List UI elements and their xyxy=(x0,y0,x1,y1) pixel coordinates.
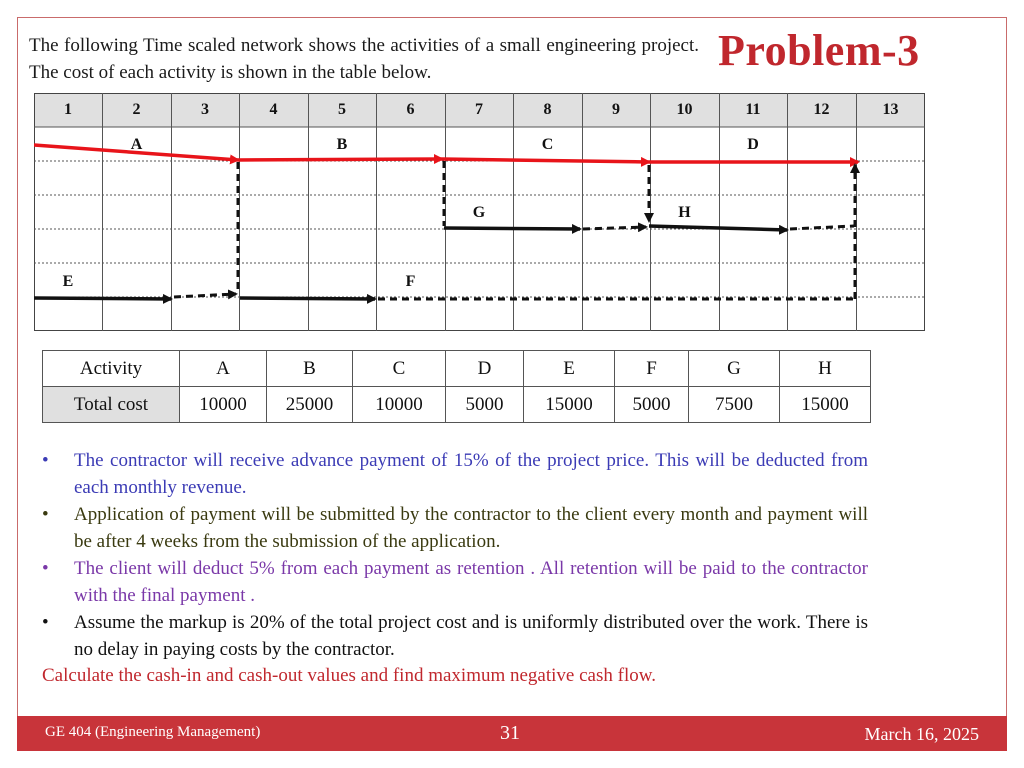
activity-arrow-e xyxy=(34,298,171,299)
activity-arrow-c xyxy=(442,159,649,162)
time-scaled-network xyxy=(34,93,925,331)
cost-value: 15000 xyxy=(780,387,871,423)
activity-label-e: E xyxy=(62,273,74,290)
activity-arrow-h xyxy=(649,226,787,230)
assumption-list xyxy=(42,447,868,663)
month-label: 3 xyxy=(201,101,209,118)
cost-table-activity: H xyxy=(780,351,871,387)
cost-table-activity: C xyxy=(353,351,446,387)
bullet-dot-icon: • xyxy=(42,612,49,633)
slide-title: Problem-3 xyxy=(718,26,920,75)
activity-label-c: C xyxy=(541,136,554,153)
cost-table-activity: A xyxy=(180,351,267,387)
bullet-text: The contractor will receive advance payment of 15% of the project price. This will be deducted from each monthly revenue. xyxy=(74,450,868,498)
bullet-dot-icon: • xyxy=(42,504,49,525)
month-label: 2 xyxy=(132,101,141,118)
activity-label-h: H xyxy=(678,204,691,221)
bullet-item xyxy=(42,447,868,501)
month-label: 9 xyxy=(612,101,620,118)
intro-text: The following Time scaled network shows the activities of a small engineering project. The cost of each activity is shown in the table below. xyxy=(29,35,699,83)
bullet-dot-icon: • xyxy=(42,558,49,579)
cost-table xyxy=(42,350,871,423)
cost-value: 5000 xyxy=(615,387,689,423)
cost-table-header-row xyxy=(43,351,871,387)
month-label: 8 xyxy=(543,101,552,118)
activity-label-d: D xyxy=(747,136,759,153)
activity-arrow-f xyxy=(240,298,375,299)
task-statement: Calculate the cash-in and cash-out values and find maximum negative cash flow. xyxy=(42,665,656,686)
bullet-dot-icon: • xyxy=(42,450,49,471)
month-label: 10 xyxy=(676,101,693,118)
cost-table-activity: B xyxy=(267,351,353,387)
cost-table-activity: D xyxy=(446,351,524,387)
cost-table-activity: G xyxy=(689,351,780,387)
cost-table-header-label: Activity xyxy=(43,351,180,387)
month-label: 5 xyxy=(338,101,346,118)
cost-value: 10000 xyxy=(180,387,267,423)
month-label: 11 xyxy=(745,101,761,118)
footer-course: GE 404 (Engineering Management) xyxy=(45,724,261,740)
month-label: 1 xyxy=(64,101,72,118)
bullet-item xyxy=(42,555,868,609)
activity-arrow-b xyxy=(238,159,442,160)
cost-table-cost-row xyxy=(43,387,871,423)
footer-date: March 16, 2025 xyxy=(864,724,979,744)
month-label: 4 xyxy=(269,101,278,118)
bullet-text: The client will deduct 5% from each payment as retention . All retention will be paid to the contractor with the final payment . xyxy=(74,558,868,606)
bullet-text: Application of payment will be submitted by the contractor to the client every month and payment will be after 4 weeks from the submission of the application. xyxy=(74,504,868,552)
bullet-item xyxy=(42,501,868,555)
cost-value: 7500 xyxy=(689,387,780,423)
footer-bar xyxy=(17,716,1007,751)
month-label: 12 xyxy=(813,101,830,118)
bullet-item xyxy=(42,609,868,663)
cost-table-activity: E xyxy=(524,351,615,387)
page-number: 31 xyxy=(500,722,520,744)
cost-table-row-label: Total cost xyxy=(43,387,180,423)
activity-arrow-g xyxy=(444,228,580,229)
cost-value: 15000 xyxy=(524,387,615,423)
month-label: 7 xyxy=(475,101,483,118)
month-label: 6 xyxy=(406,101,415,118)
month-label: 13 xyxy=(882,101,899,118)
activity-label-a: A xyxy=(130,136,143,153)
cost-value: 25000 xyxy=(267,387,353,423)
cost-value: 10000 xyxy=(353,387,446,423)
activity-label-f: F xyxy=(405,273,416,290)
activity-label-b: B xyxy=(336,136,348,153)
cost-value: 5000 xyxy=(446,387,524,423)
bullet-text: Assume the markup is 20% of the total project cost and is uniformly distributed over the work. There is no delay in paying costs by the contractor. xyxy=(74,612,868,660)
cost-table-activity: F xyxy=(615,351,689,387)
activity-label-g: G xyxy=(472,204,486,221)
